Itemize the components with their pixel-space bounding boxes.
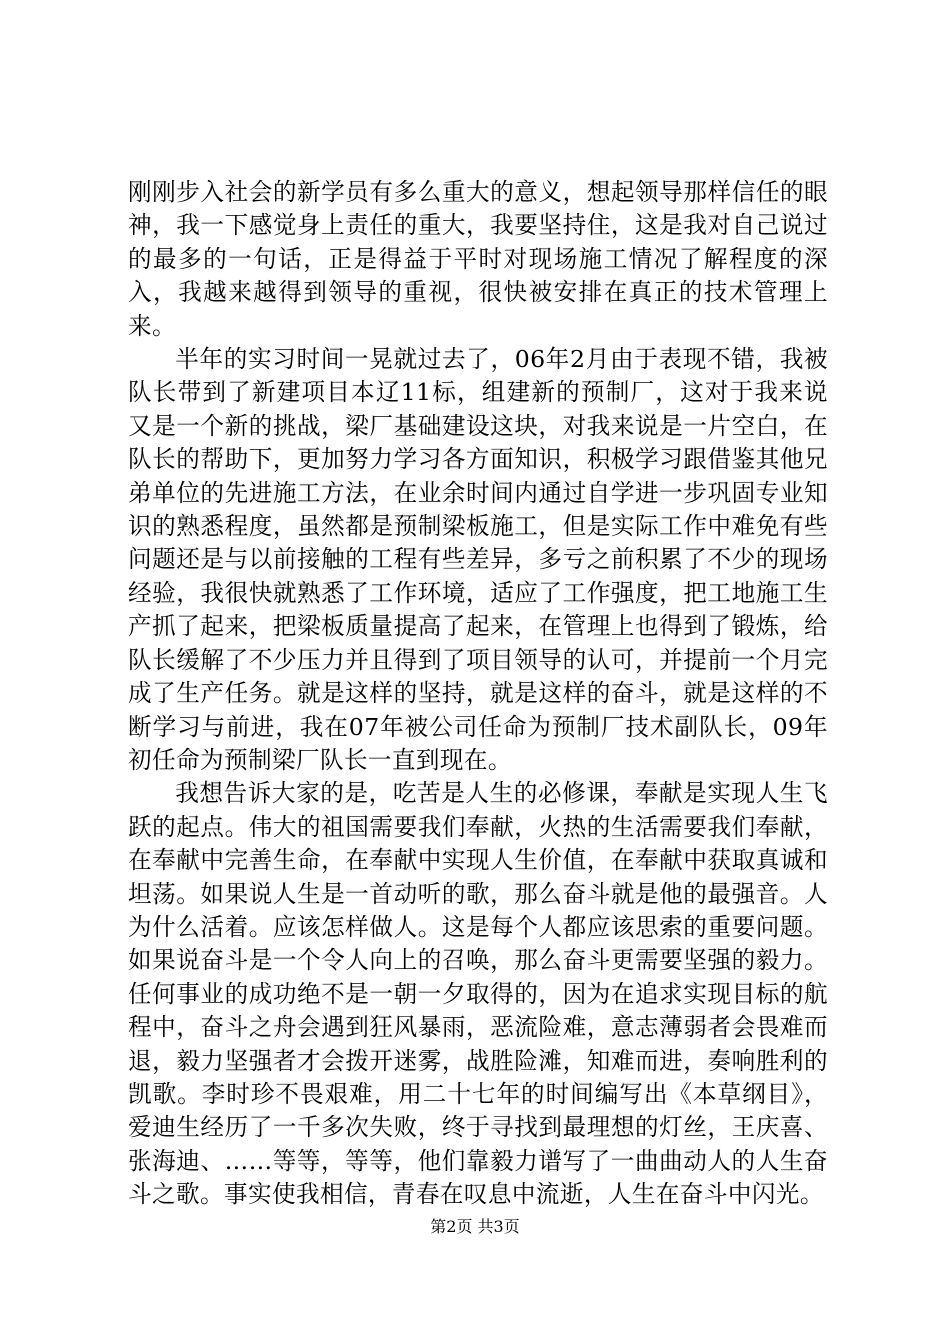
- paragraph-internship: 半年的实习时间一晃就过去了，06年2月由于表现不错，我被队长带到了新建项目本辽11标，组建新的预制厂，这对于我来说又是一个新的挑战，梁厂基础建设这块，对我来说是一片空白，在队长的帮助下，更加努力学习各方面知识，积极学习跟借鉴其他兄弟单位的先进施工方法，在业余时间内通过自学进一步巩固专业知识的熟悉程度，虽然都是预制梁板施工，但是实际工作中难免有些问题还是与以前接触的工程有些差异，多亏之前积累了不少的现场经验，我很快就熟悉了工作环境，适应了工作强度，把工地施工生产抓了起来，把梁板质量提高了起来，在管理上也得到了锻炼，给队长缓解了不少压力并且得到了项目领导的认可，并提前一个月完成了生产任务。就是这样的坚持，就是这样的奋斗，就是这样的不断学习与前进，我在07年被公司任命为预制厂技术副队长，09年初任命为预制梁厂队长一直到现在。: [128, 345, 828, 774]
- document-body: [128, 176, 828, 1212]
- page-footer: 第2页 共3页: [430, 1217, 520, 1236]
- paragraph-continued: 刚刚步入社会的新学员有多么重大的意义，想起领导那样信任的眼神，我一下感觉身上责任的重大，我要坚持住，这是我对自己说过的最多的一句话，正是得益于平时对现场施工情况了解程度的深入，我越来越得到领导的重视，很快被安排在真正的技术管理上来。: [128, 178, 828, 340]
- paragraph-struggle: 我想告诉大家的是，吃苦是人生的必修课，奉献是实现人生飞跃的起点。伟大的祖国需要我们奉献，火热的生活需要我们奉献，在奉献中完善生命，在奉献中实现人生价值，在奉献中获取真诚和坦荡。如果说人生是一首动听的歌，那么奋斗就是他的最强音。人为什么活着。应该怎样做人。这是每个人都应该思索的重要问题。如果说奋斗是一个令人向上的召唤，那么奋斗更需要坚强的毅力。任何事业的成功绝不是一朝一夕取得的，因为在追求实现目标的航程中，奋斗之舟会遇到狂风暴雨，恶流险难，意志薄弱者会畏难而退，毅力坚强者才会拨开迷雾，战胜险滩，知难而进，奏响胜利的凯歌。李时珍不畏艰难，用二十七年的时间编写出《本草纲目》，爱迪生经历了一千多次失败，终于寻找到最理想的灯丝，王庆喜、张海迪、……等等，等等，他们靠毅力谱写了一曲曲动人的人生奋斗之歌。事实使我相信，青春在叹息中流逝，人生在奋斗中闪光。: [128, 779, 828, 1209]
